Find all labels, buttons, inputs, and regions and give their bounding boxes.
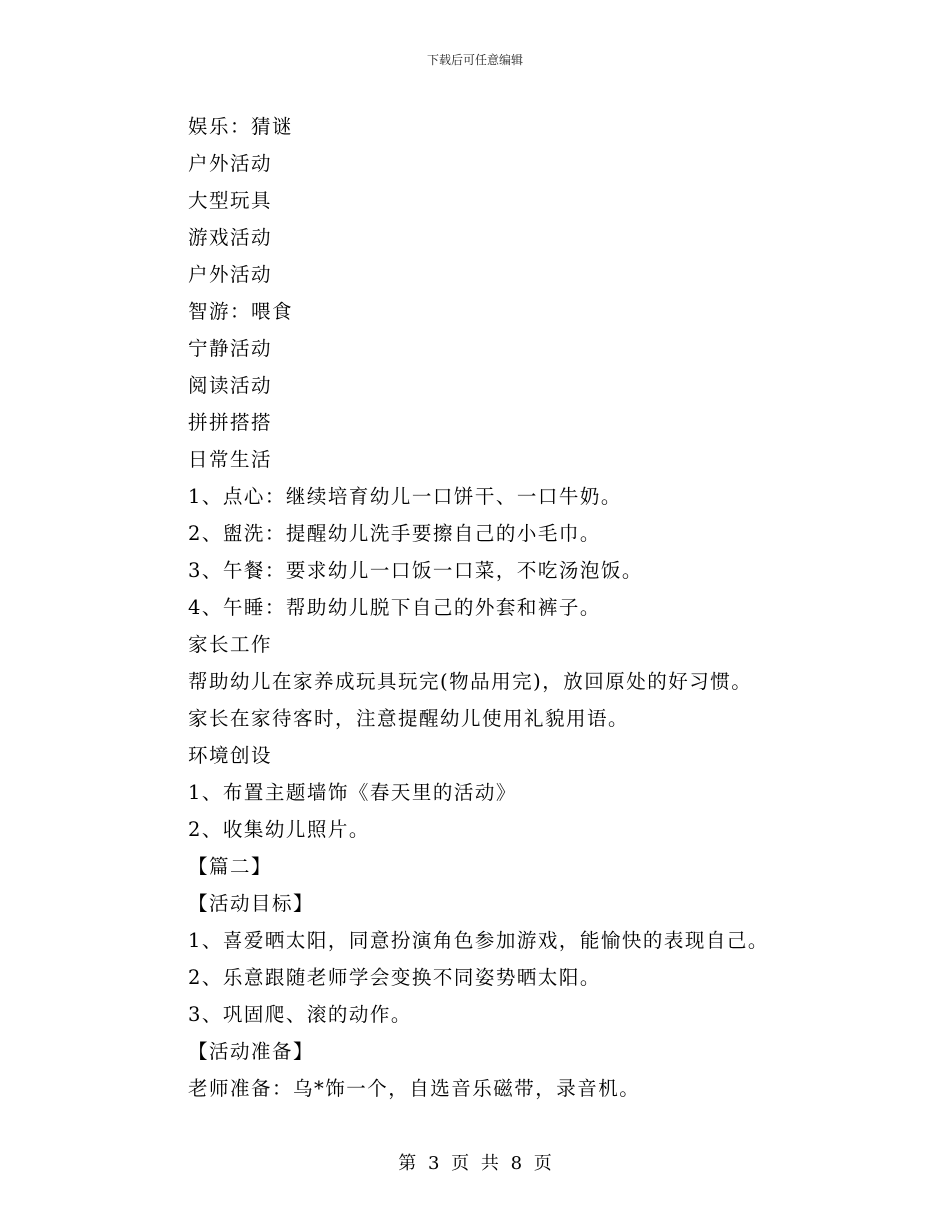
section-heading: 【活动准备】 xyxy=(188,1040,315,1063)
list-item: 1、布置主题墙饰《春天里的活动》 xyxy=(188,781,517,804)
list-item: 2、盥洗：提醒幼儿洗手要擦自己的小毛巾。 xyxy=(188,522,601,545)
paragraph: 帮助幼儿在家养成玩具玩完(物品用完)，放回原处的好习惯。 xyxy=(188,670,753,693)
section-heading: 日常生活 xyxy=(188,448,273,471)
section-heading: 家长工作 xyxy=(188,633,273,656)
page-body xyxy=(188,108,828,1107)
text-line: 大型玩具 xyxy=(188,189,273,212)
page-header: 下载后可任意编辑 xyxy=(426,53,523,67)
section-heading: 环境创设 xyxy=(188,744,273,767)
paragraph: 老师准备：乌*饰一个，自选音乐磁带，录音机。 xyxy=(188,1077,641,1100)
list-item: 2、收集幼儿照片。 xyxy=(188,818,370,841)
section-heading: 【活动目标】 xyxy=(188,892,315,915)
section-heading: 【篇二】 xyxy=(188,855,273,878)
text-line: 智游：喂食 xyxy=(188,300,294,323)
text-line: 拼拼搭搭 xyxy=(188,411,273,434)
list-item: 1、点心：继续培育幼儿一口饼干、一口牛奶。 xyxy=(188,485,622,508)
text-line: 户外活动 xyxy=(188,263,273,286)
text-line: 阅读活动 xyxy=(188,374,273,397)
text-line: 户外活动 xyxy=(188,152,273,175)
list-item: 3、巩固爬、滚的动作。 xyxy=(188,1003,412,1026)
list-item: 1、喜爱晒太阳，同意扮演角色参加游戏，能愉快的表现自己。 xyxy=(188,929,769,952)
paragraph: 家长在家待客时，注意提醒幼儿使用礼貌用语。 xyxy=(188,707,630,730)
page-number: 第 3 页 共 8 页 xyxy=(398,1153,552,1174)
list-item: 4、午睡：帮助幼儿脱下自己的外套和裤子。 xyxy=(188,596,601,619)
text-line: 宁静活动 xyxy=(188,337,273,360)
list-item: 2、乐意跟随老师学会变换不同姿势晒太阳。 xyxy=(188,966,601,989)
text-line: 娱乐：猜谜 xyxy=(188,115,294,138)
list-item: 3、午餐：要求幼儿一口饭一口菜，不吃汤泡饭。 xyxy=(188,559,643,582)
text-line: 游戏活动 xyxy=(188,226,273,249)
